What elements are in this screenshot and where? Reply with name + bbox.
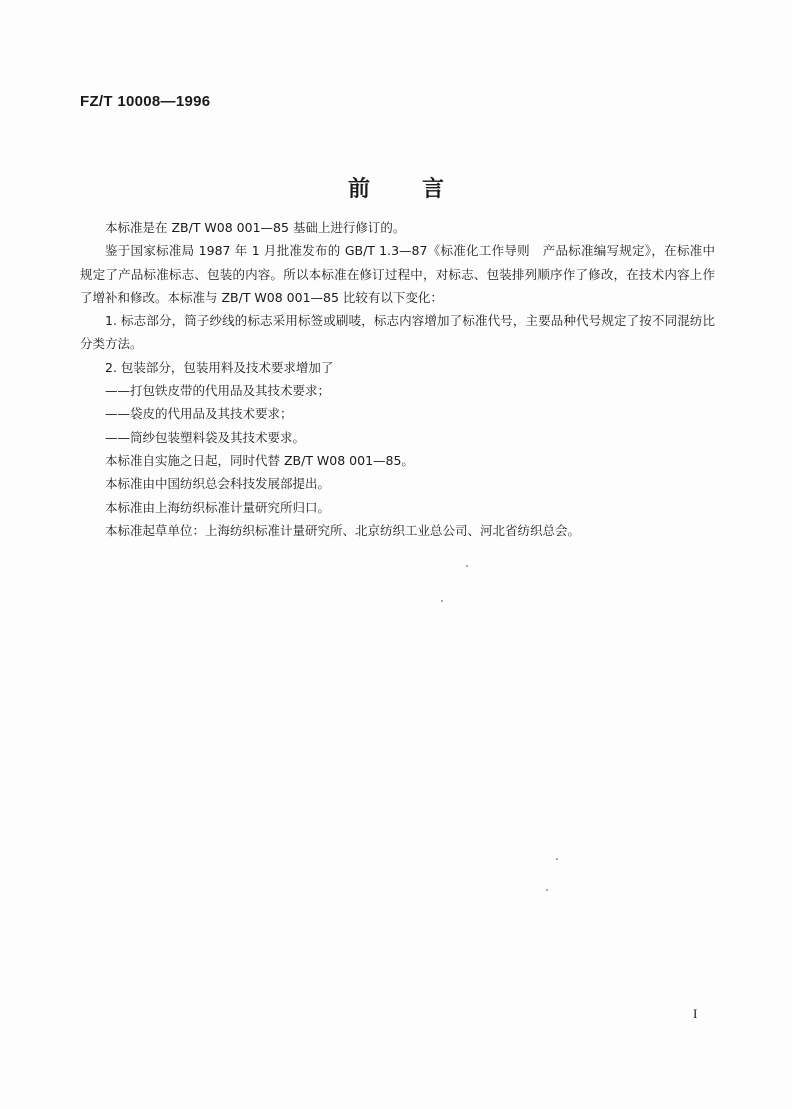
paragraph-centralized-by: 本标准由上海纺织标准计量研究所归口。 bbox=[105, 499, 331, 515]
list-item-bag-skin: ——袋皮的代用品及其技术要求； bbox=[105, 406, 293, 422]
page-number: I bbox=[693, 1006, 698, 1021]
scan-speck bbox=[441, 600, 443, 602]
scan-speck bbox=[466, 565, 468, 567]
paragraph-drafted-by: 本标准起草单位：上海纺织标准计量研究所、北京纺织工业总公司、河北省纺织总会。 bbox=[105, 522, 581, 538]
list-item-strap: ——打包铁皮带的代用品及其技术要求； bbox=[105, 383, 331, 399]
paragraph-basis: 本标准是在 ZB/T W08 001—85 基础上进行修订的。 bbox=[105, 220, 406, 235]
scan-speck bbox=[546, 889, 548, 891]
paragraph-proposed-by: 本标准由中国纺织总会科技发展部提出。 bbox=[105, 476, 331, 492]
paragraph-reason: 鉴于国家标准局 1987 年 1 月批准发布的 GB/T 1.3—87《标准化工作导则 产品标准编写规定》，在标准中规定了产品标准标志、包装的内容。所以本标准在修订过程中，对标志、包装排列顺序作了修改，在技术内容上作了增补和修改。本标准与 ZB/T W08 001—85 比较有以下变化： bbox=[80, 243, 715, 305]
paragraph-change-packing: 2. 包装部分，包装用料及技术要求增加了 bbox=[105, 359, 334, 375]
paragraph-replaces: 本标准自实施之日起，同时代替 ZB/T W08 001—85。 bbox=[105, 452, 414, 468]
scan-speck bbox=[556, 858, 558, 860]
foreword-body bbox=[80, 216, 715, 542]
standard-code: FZ/T 10008—1996 bbox=[80, 93, 211, 110]
page-title: 前言 bbox=[347, 177, 496, 202]
list-item-plastic-bag: ——筒纱包装塑料袋及其技术要求。 bbox=[105, 429, 306, 445]
paragraph-change-marking: 1. 标志部分，筒子纱线的标志采用标签或刷唛，标志内容增加了标准代号，主要品种代号规定了按不同混纺比分类方法。 bbox=[80, 313, 715, 352]
